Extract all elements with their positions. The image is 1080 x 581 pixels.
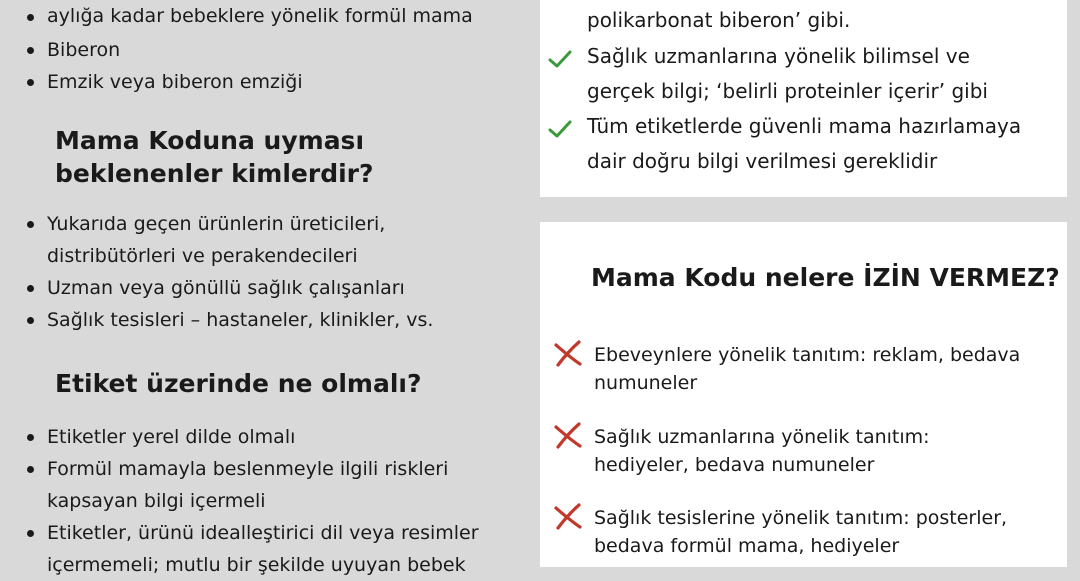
list-item-text: içermemeli; mutlu bir şekilde uyuyan bebek <box>47 554 466 576</box>
label-list <box>22 421 479 581</box>
allowed-line: dair doğru bilgi verilmesi gereklidir <box>587 149 938 173</box>
heading-who <box>55 124 374 190</box>
list-item <box>22 453 479 485</box>
forbidden-item-text <box>594 423 930 479</box>
list-item-text: Etiketler, ürünü idealleştirici dil veya resimler <box>47 522 479 544</box>
product-list <box>22 1 473 31</box>
list-item-text: distribütörleri ve perakendecileri <box>47 245 358 267</box>
forbidden-heading: Mama Kodu nelere İZİN VERMEZ? <box>591 263 1060 292</box>
forbidden-line: numuneler <box>594 372 698 394</box>
check-icon <box>548 119 572 139</box>
list-item-text: Formül mamayla beslenmeyle ilgili riskleri <box>47 458 449 480</box>
list-item <box>22 1 473 31</box>
allowed-item-text <box>587 39 988 109</box>
forbidden-item-text <box>594 504 1007 560</box>
check-icon <box>548 49 572 69</box>
forbidden-line: Sağlık tesislerine yönelik tanıtım: posterler, <box>594 507 1008 529</box>
forbidden-line: Sağlık uzmanlarına yönelik tanıtım: <box>594 426 930 448</box>
list-item-text: Emzik veya biberon emziği <box>47 71 303 93</box>
list-item <box>22 421 479 453</box>
list-item-text: Biberon <box>47 39 121 61</box>
allowed-line: Tüm etiketlerde güvenli mama hazırlamaya <box>587 114 1022 138</box>
list-item-text: kapsayan bilgi içermeli <box>47 490 266 512</box>
list-item-continuation <box>22 549 479 581</box>
who-list <box>22 208 433 336</box>
product-list-continued <box>22 34 303 98</box>
list-item <box>22 517 479 549</box>
list-item-continuation <box>22 485 479 517</box>
list-item <box>22 34 303 66</box>
heading-label: Etiket üzerinde ne olmalı? <box>55 369 422 398</box>
forbidden-item-text <box>594 341 1020 397</box>
list-item <box>22 272 433 304</box>
cross-icon <box>553 502 583 530</box>
allowed-item-text <box>587 109 1021 179</box>
list-item-text: aylığa kadar bebeklere yönelik formül mama <box>47 5 473 27</box>
list-item-text: Yukarıda geçen ürünlerin üreticileri, <box>47 213 386 235</box>
list-item <box>22 304 433 336</box>
heading-line: Mama Koduna uyması <box>55 126 365 155</box>
allowed-line: Sağlık uzmanlarına yönelik bilimsel ve <box>587 44 970 68</box>
list-item-text: Etiketler yerel dilde olmalı <box>47 426 296 448</box>
list-item-continuation <box>22 240 433 272</box>
allowed-line: gerçek bilgi; ‘belirli proteinler içerir’ gibi <box>587 79 988 103</box>
list-item <box>22 66 303 98</box>
forbidden-line: hediyeler, bedava numuneler <box>594 454 875 476</box>
list-item <box>22 208 433 240</box>
list-item-text: Uzman veya gönüllü sağlık çalışanları <box>47 277 405 299</box>
cross-icon <box>553 421 583 449</box>
cross-icon <box>553 339 583 367</box>
forbidden-line: Ebeveynlere yönelik tanıtım: reklam, bedava <box>594 344 1021 366</box>
heading-line: beklenenler kimlerdir? <box>55 159 374 188</box>
forbidden-line: bedava formül mama, hediyeler <box>594 535 900 557</box>
panel-text-line: polikarbonat biberon’ gibi. <box>587 8 851 32</box>
list-item-text: Sağlık tesisleri – hastaneler, klinikler, vs. <box>47 309 434 331</box>
